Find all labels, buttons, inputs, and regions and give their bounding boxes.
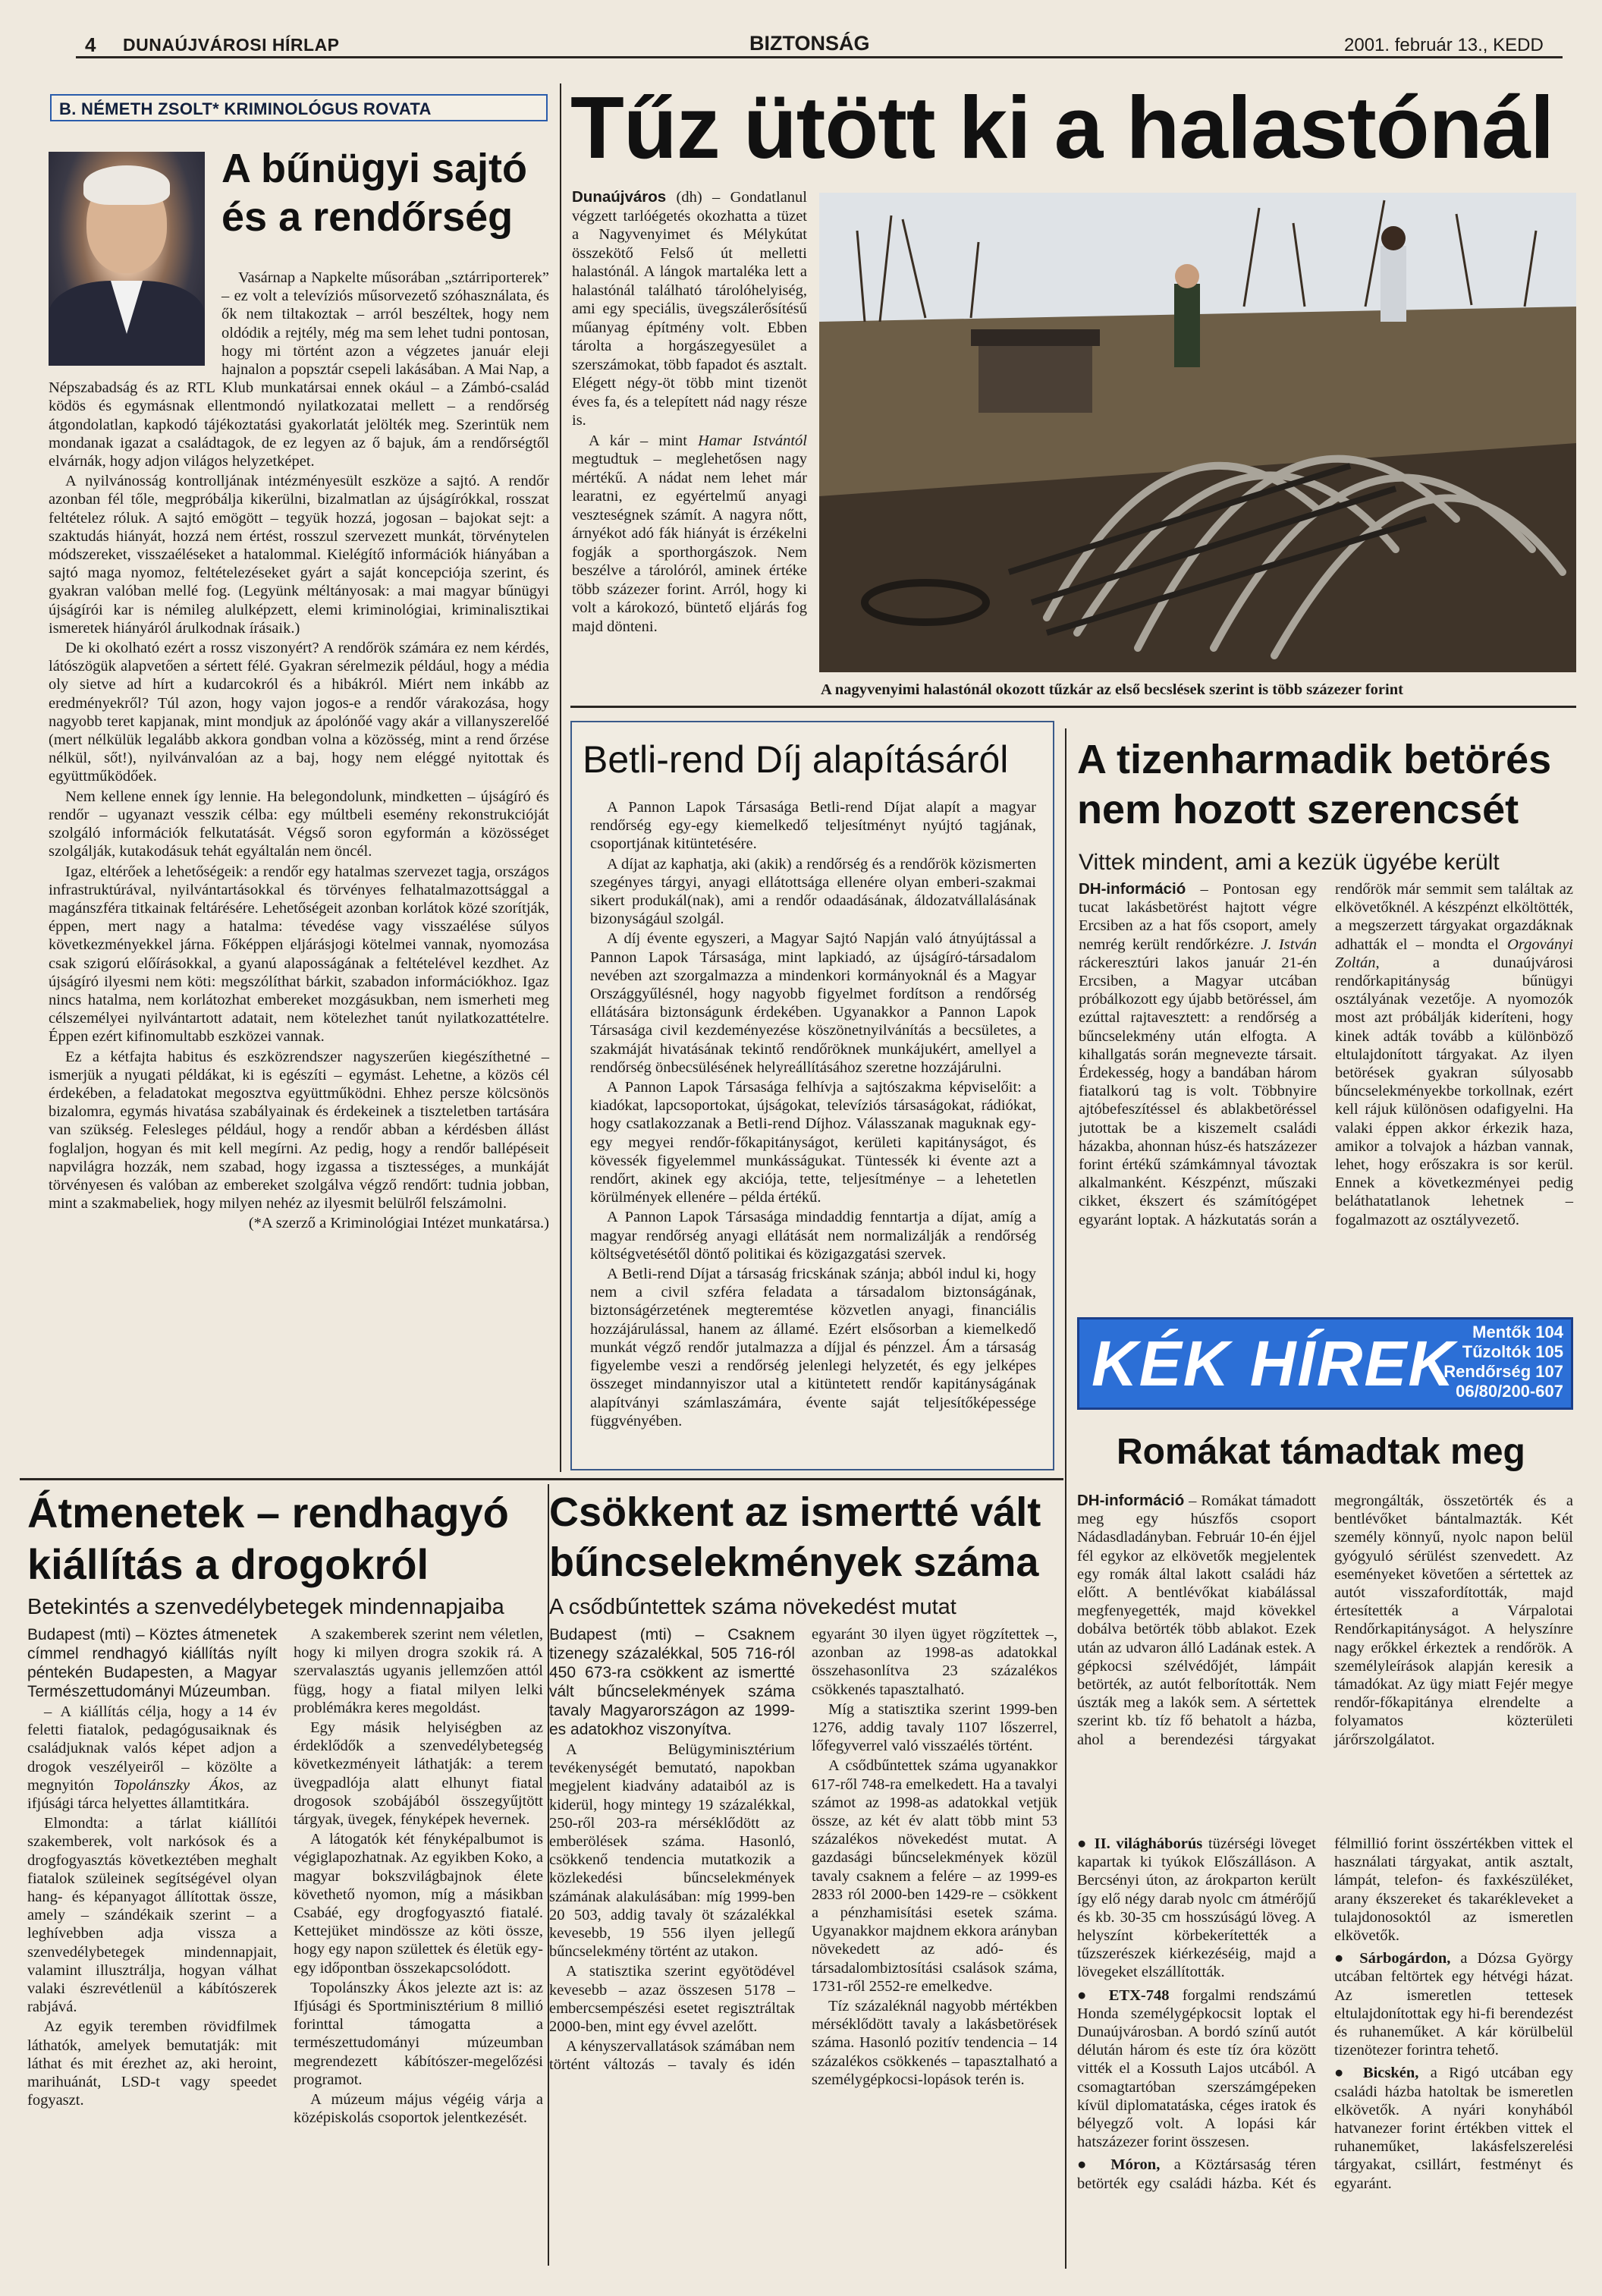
csokkent-title-line1: Csökkent az ismertté vált <box>549 1489 1041 1535</box>
kek-hirek-numbers <box>1443 1323 1563 1401</box>
betli-paragraph-5: A Pannon Lapok Társasága mindaddig fenntartja a díjat, amíg a magyar rendőrség anyagi ellátását nem normalizálják a rendőrség költségvetésétől döntő politikai és közigazgatási szervek. <box>590 1209 1036 1263</box>
brief-text-2: forgalmi rendszámú Honda személygépkocsit loptak el Dunaújvárosban. A bordó színű autót délután három és este tíz óra között vitték el a Kossuth Lajos utcából. A csomagtartóban szerszámgépeken kívül diplomatatáska, céges iratok és bélyegző volt. A lopási kár hatszázezer forint összesen. <box>1077 1986 1316 2151</box>
fire-p2-post: megtudtuk – meglehetősen nagy mértékű. A nádat nem lehet már learatni, ez egyértelmű anyagi veszteségnek számít. A nagyra nőtt, árnyékot adó fák hiányát is érzékelni fogják a sporthorgászok. Nem beszélve a tárolóról, aminek értéke több százezer forint. Arról, hogy ki volt a károkozó, büntető eljárás fog majd dönteni. <box>572 451 807 635</box>
brief-item-5 <box>1334 2064 1573 2192</box>
kek-hirek-line-phone: 06/80/200-607 <box>1456 1382 1563 1401</box>
csokkent-paragraph-4: Míg a statisztika szerint 1999-ben 1276, addig tavaly 1107 lőszerrel, lőfegyverrel való visszaélés történt. <box>812 1700 1057 1755</box>
atmenetek-paragraph-3: Az egyik teremben rövidfilmek láthatók, amelyek bemutatják: mit láthat és mit érezhet az, aki heroint, marihuánát, LSD-t vagy speedet fogyaszt. <box>27 2018 277 2109</box>
portrait-hair-shape <box>83 165 170 205</box>
fire-paragraph-1-text: (dh) – Gondatlanul végzett tarlóégetés okozhatta a tüzet a Nagyvenyimet és Mélykútat összekötő Felső út melletti halastónál. A lángok martaléka lett a halastónál található tárolóhelyiség, ami egy speciális, üvegszálerősítésű műanyag építmény volt. Ebben tárolta a horgászegyesület a szerszámokat, több fapadot és asztalt. Elégett négy-öt több mint tizenöt éves fa, és a telepített nád nagy része is. <box>572 189 807 429</box>
lower-section-rule <box>20 1478 1063 1480</box>
brief-text-5: a Rigó utcában egy családi házba hatoltak be ismeretlen elkövetők. A nyári konyhából hatvanezer forint értékben vittek el ruhaneműket, lakásfelszerelési tárgyakat, csillárt, festményt és egyaránt. <box>1334 2065 1573 2192</box>
betores-text-3: , a dunaújvárosi rendőrkapitányság bűnügyi osztályának vezetője. A nyomozók most azt próbálják kideríteni, hogy kinek adták tovább a különböző eltulajdonított tárgyakat. Az ilyen betörések gyakran súlyosabb bűncselekményekbe torkollnak, ezért kell rájuk különösen odafigyelni. Ha valaki éppen akkor érkezik haza, amikor a tolvajok a házban vannak, lehet, hogy erőszakra is sor kerül. Ennek a következményei pedig beláthatatlanok lehetnek – fogalmazott az osztályvezető. <box>1335 954 1573 1228</box>
brief-bullet-icon: ● <box>1077 2156 1111 2174</box>
column-paragraph-3: De ki okolható ezért a rossz viszonyért? A rendőrök számára ez nem kérdés, látószögük alapvetően a sértett félé. Gyakran sérelmezik például, hogy a média oly sietve ad hírt a kudarcokról és a hibákról. Miért nem inkább az eredményekről? Túl azon, hogy vajon jogos-e a rendőr várakozása, hogy nagyobb teret kapjanak, mint mondjuk az ápolónőé vagy akár a villanyszerelőé (mert nélkülük legalább akkora gondban volna a közösség, mint a rend őrzése nélkül, sőt!), nyilvánvalóan az a baj, hogy nem eléggé nyitottak és együttműködőek. <box>49 640 549 785</box>
betli-paragraph-1: A Pannon Lapok Társasága Betli-rend Díjat alapít a magyar rendőrség egy-egy kiemelkedő teljesítményt nyújtó tagjának, csoportjának kitüntetésére. <box>590 799 1036 853</box>
brief-lead-5: Bicskén, <box>1362 2065 1419 2082</box>
fire-photo <box>819 193 1576 672</box>
csokkent-body <box>549 1625 1057 2263</box>
atmenetek-title-line2: kiállítás a drogokról <box>27 1540 429 1588</box>
kek-hirek-title: KÉK HÍREK <box>1092 1328 1456 1399</box>
right-columns-divider <box>1065 728 1066 2269</box>
romak-paragraph <box>1077 1492 1573 1750</box>
atmenetek-body <box>27 1625 543 2263</box>
column-paragraph-4: Nem kellene ennek így lennie. Ha belegondolunk, mindketten – újságíró és rendőr – ugyanazt vesszik célba: egy múltbeli esemény rekonstrukcióját szolgáló információk felkutatását. Végső soron egyformán a közösséget szolgálják, kutakodásuk tehát egyáltalán nem öncél. <box>49 788 549 860</box>
masthead <box>53 29 1555 56</box>
brief-item-2 <box>1077 1986 1316 2152</box>
column-paragraph-5: Igaz, eltérőek a lehetőségeik: a rendőr egy hatalmas szervezet tagja, országos infrastruktúrával, nyilvántartásokkal és törvényes felhatalmazottsággal a magánszféra titkainak feltárésére. Lehetőségeit azonban korlátok közé szorítják, éppen, mert nagy a hatalma: tévedése vagy visszaélése súlyos következményekkel járna. Főképpen eljárásjogi kötelmei vannak, nyomozása csak szigorú előírásokkal, a gyanú alaposságának a feltételével kezdhet. Az újságíró ilyesmi nem köti: megszólíthat bárkit, szabadon információkhoz. Igaz nincs hatalma, nem korlátozhat embereket mozgásukban, nem ismerheti meg célszemélyei nyilvántartott adatait, nem kötelezhet tanút nyilatkozattételre. Éppen ezért kifinomultabb eszközei vannak. <box>49 863 549 1046</box>
column-title-line2: és a rendőrség <box>221 194 514 240</box>
atmenetek-title <box>27 1487 543 1590</box>
fire-p2-pre: A kár – mint <box>589 432 699 449</box>
brief-lead-3: Móron, <box>1110 2156 1161 2174</box>
brief-bullet-icon: ● <box>1077 1986 1109 2004</box>
atmenetek-paragraph-4: A szakemberek szerint nem véletlen, hogy ki milyen drogra szokik rá. A szervalasztás ugyanis jellemzően attól függ, hogy a fiatal milyen lelki problémákra keres megoldást. <box>294 1626 543 1716</box>
betores-title <box>1077 734 1578 835</box>
csokkent-paragraph-6: Tíz százaléknál nagyobb mértékben mérséklődött tavaly a lakásbetörések száma. Hasonló pozitív tendencia – 14 százalékos csökkenés – tapasztalható a személygépkocsi-lopások terén is. <box>812 1998 1057 2088</box>
atmenetek-p1-name: Topolánszky Ákos <box>113 1776 240 1794</box>
atmenetek-paragraph-6: A látogatók két fényképalbumot is végiglapozhatnak. Az egyikben Koko, a magyar bokszvilágbajnok élete követhető nyomon, míg a másikban Csabáé, egy drogfogyasztó fiatalé. Kettejüket mindössze az köti össze, hogy egy napon születtek és életük egy-egy időpontban összekapcsolódott. <box>294 1831 543 1977</box>
masthead-rule <box>76 56 1563 58</box>
betli-title: Betli-rend Díj alapításáról <box>583 738 1009 781</box>
fire-body <box>572 188 807 637</box>
betores-body <box>1079 880 1573 1305</box>
betores-paragraph <box>1079 880 1573 1230</box>
paper-name: DUNAÚJVÁROSI HÍRLAP <box>123 35 340 55</box>
brief-text-4: a Dózsa György utcában feltörtek egy hétvégi házat. Az ismeretlen tettesek eltulajdonítottak egy hi-fi berendezést és ruhaneműket. A kár körülbelül tizenötezer forintra tehető. <box>1334 1950 1573 2059</box>
brief-bullet-icon: ● <box>1077 1835 1095 1852</box>
briefs-block <box>1077 1835 1573 2260</box>
csokkent-lead: Budapest (mti) – Csaknem tizenegy százalékkal, 505 716-ról 450 673-ra csökkent az ismertté vált bűncselekmények száma tavaly Magyarországon az 1999-es adatokhoz viszonyítva. <box>549 1626 795 1738</box>
atmenetek-p1-pre: – A kiállítás célja, hogy a 14 év feletti fiatalok, pedagógusaiknak és családjuknak valós képet adjon a drogok veszélyeiről – közölte a megnyitón <box>27 1703 277 1794</box>
csokkent-paragraph-2: A statisztika szerint egyötödével kevesebb – azaz összesen 5178 – embercsempészési esetet regisztráltak 2000-ben, mint egy évvel azelőtt. <box>549 1963 795 2036</box>
kek-hirek-banner <box>1077 1317 1573 1410</box>
column-body <box>49 269 549 1234</box>
atmenetek-paragraph-2: Elmondta: a tárlat kiállítói szakemberek, volt narkósok és a drogfogyasztás következtében meghalt fiatalok szüleinek segítségével olyan hang- és képanyagot állítottak össze, amely – szándékaik szerint – a leghívebben adja vissza a szenvedélybetegek mindennapjait, valamint illusztrálja, hogyan válhat valaki észrevétlenül a kábítószerek rabjává. <box>27 1815 277 2016</box>
betli-body <box>590 798 1036 1432</box>
column-rovat-label: B. NÉMETH ZSOLT* KRIMINOLÓGUS ROVATA <box>59 99 432 118</box>
brief-text-1: tüzérségi löveget kapartak ki tyúkok Előszálláson. A Bercsényi úton, az árokparton került így elő négy darab nyolc cm átmérőjű és kb. 30-35 cm hosszúságú löveg. A helyszínt körbekerítették a tűzszerészek kiérkezéséig, majd a lövegeket elszállították. <box>1077 1835 1316 1981</box>
section-title: BIZTONSÁG <box>749 32 870 55</box>
brief-item-4 <box>1334 1949 1573 2059</box>
fire-paragraph-1 <box>572 188 807 430</box>
betli-paragraph-2: A díjat az kaphatja, aki (akik) a rendőrség és a rendőrök közismerten szegényes tárgyi, anyagi ellátottsága ellenére olyan emberi-szakmai sikert produkál(nak), ami a rendőr odaadásának, áldozatvállalásának bizonyságául szolgál. <box>590 855 1036 928</box>
atmenetek-paragraph-8: A múzeum május végéig várja a középiskolás csoportok jelentkezését. <box>294 2091 543 2127</box>
column-rovat-banner <box>50 94 548 121</box>
betli-paragraph-4: A Pannon Lapok Társasága felhívja a sajtószakma képviselőit: a kiadókat, lapcsoportokat, újságokat, televíziós társaságokat, rádiókat, hogy csatlakozzanak a Betli-rend Díjhoz. Válasszanak maguknak egy-egy megyei rendőr-főkapitányságot, kerületi kapitányságot, és kövessék figyelemmel munkásságukat. Tüntessék ki évente azt a rendőrt, akinek egy akciója, tette, teljesítménye – a lehetetlen körülmények ellenére – példa értékű. <box>590 1079 1036 1206</box>
csokkent-title <box>549 1487 1057 1587</box>
romak-body <box>1077 1492 1573 1795</box>
csokkent-paragraph-5: A csődbűntettek száma ugyanakkor 617-ről 748-ra emelkedett. Ha a tavalyi számot az 1998-as adatokkal vetjük össze, az két év alatt több mint 53 százalékos növekedést mutat. A gazdasági bűncselekmények közül tavaly csaknem a felére – az 1999-es 2833 ról 2000-ben 1429-re – csökkent a pénzhamisítási esetek száma. Ugyanakkor majdnem ekkora arányban növekedett az adó- és társadalombiztosítási csalások száma, 1731-ről 2552-re emelkedve. <box>812 1757 1057 1995</box>
betores-title-line2: nem hozott szerencsét <box>1077 787 1519 832</box>
brief-text-3: a Köztársaság téren betörték egy családi házba. Két és félmillió forint összértékben vittek el használati tárgyakat, antik asztalt, lámpát, telefon- és faxkészüléket, arany ékszereket és takarékleveket a tulajdonosoktól az ismeretlen elkövetők. <box>1077 1835 1573 2192</box>
kek-hirek-line-tuzoltok: Tűzoltók 105 <box>1462 1342 1563 1361</box>
kek-hirek-line-mentok: Mentők 104 <box>1472 1323 1563 1341</box>
atmenetek-paragraph-1 <box>27 1703 277 1813</box>
betores-text-2: ráckeresztúri lakos január 21-én Ercsiben, a Magyar utcában próbálkozott egy újabb betöréssel, ám ezúttal rajtavesztett: a rendőrség a bűncselekmény után elfogta. A kihallgatás során megnevezte társait. Érdekesség, hogy a bandában három fiatalkorú tag is volt. Többnyire ajtóbefeszítéssel és ablakbetöréssel jutottak be a kiszemelt családi házakba, ahonnan húsz-és hatszázezer forint értékű számkámnyal távoztak alkalmanként. Készpénzt, műszaki cikket, ékszert és számítógépet egyaránt loptak. A házkutatás során a rendőrök már semmit sem találtak az elkövetőknél. A készpénzt elköltötték, a megszerzett tárgyakat orgazdáknak adhatták el – mondta el <box>1079 881 1573 1228</box>
csokkent-subtitle: A csődbűntettek száma növekedést mutat <box>549 1595 956 1619</box>
brief-bullet-icon: ● <box>1334 1950 1360 1967</box>
betores-text-1: – Pontosan egy tucat lakásbetörést hajtott végre Ercsiben az a hat fős csoport, amely nemrég került rendőrkézre. <box>1079 881 1317 953</box>
fire-paragraph-2 <box>572 432 807 637</box>
kek-hirek-line-rendorseg: Rendőrség 107 <box>1443 1362 1563 1381</box>
brief-bullet-icon: ● <box>1334 2065 1363 2082</box>
romak-byline: DH-információ <box>1077 1492 1185 1509</box>
brief-item-1 <box>1077 1835 1316 1982</box>
atmenetek-subtitle: Betekintés a szenvedélybetegek mindennapjaiba <box>27 1595 504 1619</box>
atmenetek-lead: Budapest (mti) – Köztes átmenetek címmel rendhagyó kiállítás nyílt péntekén Budapesten, a Magyar Természettudományi Múzeumban. <box>27 1626 277 1700</box>
page-number: 4 <box>85 33 96 56</box>
atmenetek-p1-post: , az ifjúsági tárca helyettes államtitkára. <box>27 1776 278 1813</box>
fire-photo-illustration <box>819 193 1576 672</box>
betores-name-2: Orgoványi Zoltán <box>1335 936 1573 971</box>
fire-title: Tűz ütött ki a halastónál <box>570 78 1554 177</box>
fire-byline: Dunaújváros <box>572 188 667 206</box>
column-paragraph-2: A nyilvánosság kontrolljának intézményesült eszköze a sajtó. A rendőr azonban fél tőle, megpróbálja kikerülni, bizalmatlan az újságírókkal, rosszat feltételez róluk. A sajtó emögött – tegyük hozzá, jogosan – bajokat sejt: a szaktudás hiányát, hozzá nem értést, rosszul szervezett munkát, törvénytelen módszereket, visszaéléseket a hatalommal. Kielégítő információk hiányában a sajtó maga nyomoz, feltételezéseket gyárt a saját koncepciója szerint, és gyakran valóban mellé fog. (Legyünk méltányosak: a mai magyar bűnügyi újságírói kar is némileg alulképzett, elemi kriminológiai, kriminalisztikai ismeretek hiányáról árulkodnak írásaik.) <box>49 473 549 637</box>
atmenetek-title-line1: Átmenetek – rendhagyó <box>27 1489 509 1536</box>
fire-p2-name: Hamar Istvántól <box>698 432 808 449</box>
fire-photo-caption: A nagyvenyimi halastónál okozott tűzkár az első becslések szerint is több százezer forint <box>821 681 1403 698</box>
csokkent-title-line2: bűncselekmények száma <box>549 1540 1039 1585</box>
betli-paragraph-3: A díj évente egyszeri, a Magyar Sajtó Napján való átnyújtással a Pannon Lapok Társasága, mint lapkiadó, az újságíró-társadalom nevében azt szorgalmazza a mindenkori kormányoknál és a Magyar Országgyűlésnél, hogy nagyobb figyelmet fordítson a rendőrség ellátására biztonságunk érdekében. Ugyanakkor a Pannon Lapok Társasága civil kezdeményezése köszönetnyilvánítás a becsületes, a szakmáját hivatásának tekintő rendőröknek munkájukért, amellyel a rendőrség önbecsülésének helyreállításához szeretne hozzájárulni. <box>590 930 1036 1076</box>
fire-bottom-rule <box>570 706 1576 708</box>
romak-title: Romákat támadtak meg <box>1117 1432 1525 1472</box>
column-paragraph-6: Ez a kétfajta habitus és eszközrendszer nagyszerűen kiegészíthetné – ismerjük a nyugati példákat, ki is egészíti – egymást. Lehetne, a közös cél érdekében, a feladatokat megosztva együttműködni. Ehhez persze kölcsönös bizalomra, egymás hivatása szabályainak és érdekeinek a tiszteletben tartására van szükség. Felesleges például, hogy a rendőr abban a kérdésben állást foglaljon, hogyan és mit kell megírni. Az pedig, hogy a rendőr ballépéseit napvilágra hozzák, nem szabad, hogy izgassa a tisztességes, a munkáját törvényesen és valóban az embereket szolgálva végző rendőrt: tudnia jobban, mint a szakmabeliek, hogy milyen nehéz az ilyesmit belülről felszámolni. <box>49 1048 549 1212</box>
betores-byline: DH-információ <box>1079 880 1186 898</box>
betli-box <box>570 721 1054 1470</box>
betores-subtitle: Vittek mindent, ami a kezük ügyébe került <box>1079 850 1500 875</box>
column-title <box>221 144 548 241</box>
brief-lead-4: Sárbogárdon, <box>1359 1950 1451 1967</box>
romak-text: – Romákat támadott meg egy húszfős csoport Nádasdladányban. Február 10-én éjjel fél egykor az elkövetők megjelentek egy romák által lakott családi ház előtt. A bentlévőkat kiabálással megfenyegették, majd kövekkel dobálva betörték több ablakot. Ezek után az udvaron álló Ladának estek. A gépkocsi szélvédőjét, lámpáit betörték, az autót felborították. Nem úszták meg a lakók sem. A sértettek szerint kb. tíz fő behatolt a házba, ahol a berendezési tárgyakat megrongálták, összetörték és a bentlévőket bántalmazták. Két személy könnyű, nyolc napon belül gyógyuló sérülést szenvedett. Az eseményeket követően a sértettek az autót visszafordították, majd értesítették a Várpalotai Rendőrkapitányságot. A helyszínre nagy erőkkel érkeztek a rendőrök. A személyleírások alapján keresik a támadókat. Az ügy miatt Fejér megye rendőr-főkapitánya elrendelte a folyamatos közterületi járőrszolgálatot. <box>1077 1492 1573 1748</box>
csokkent-paragraph-1: A Belügyminisztérium tevékenységét bemutató, napokban megjelent kiadvány adataiból az is kiderül, hogy mintegy 19 százalékkal, 250-ről 203-ra mérséklődött az emberölések száma. Hasonló, csökkenő tendencia mutatkozik a közlekedési bűncselekmények számának alakulásában: míg 1999-ben 20 503, addig tavaly öt százalékkal kevesebb, 19 556 ilyen jellegű bűncselekmény történt az utakon. <box>549 1741 795 1961</box>
csokkent-paragraph-3: A kényszervallatások számában nem történt változás – tavaly és idén egyaránt 30 ilyen ügyet rögzítettek –, azonban az 1998-as adatokkal összehasonlítva 23 százalékos csökkenés tapasztalható. <box>549 1626 1057 2074</box>
betores-title-line1: A tizenharmadik betörés <box>1077 737 1552 782</box>
brief-lead-1: II. világháborús <box>1094 1835 1203 1852</box>
column-paragraph-1: Vasárnap a Napkelte műsorában „sztárriporterek” – ez volt a televíziós műsorvezető szóhasználata, és ők nem tiltakoztak – arról beszéltek, hogy nem oldódik a rejtély, még ma sem lehet tudni pontosan, hogy mi történt azon a végzetes január eleji hajnalon a popsztár csepeli lakásában. A Mai Nap, a Népszabadság és az RTL Klub munkatársai ennek okául – a Zámbó-család ködös és egymásnak ellentmondó nyilatkozatai mellett – a rendőrség átgondolatlan, kapkodó tájékoztatási gyakorlatát jelölték meg. Szerintük nem mondanak igazat a családtagok, de ez legyen az ő bajuk, ám a rendőrségtől elvárnák, hogy adjon világos helyzetképet. <box>49 269 549 470</box>
issue-date: 2001. február 13., KEDD <box>1344 35 1544 55</box>
column-divider-vertical <box>560 83 561 1472</box>
column-footnote: (*A szerző a Kriminológiai Intézet munkatársa.) <box>248 1215 549 1232</box>
betli-paragraph-6: A Betli-rend Díjat a társaság fricskának szánja; abból indul ki, hogy nem a civil szféra feladata a társadalom biztonságának, biztonságérzetének megteremtése közvetlen anyagi, financiális hozzájárulással, hanem az államé. Ezért elsősorban a kiemelkedő munkát végző rendőr jutalmazza a díjjal és pénzzel. Ám a társaság figyelembe veszi a rendőrség jelenlegi helyzetét, és egy jelképes összeget mindannyiszor utal a kitüntetett rendőr kapitányságának alapítványi számlaszámára, évente saját teljesítőképessége függvényében. <box>590 1266 1036 1429</box>
betores-name-1: J. István <box>1261 936 1317 953</box>
brief-lead-2: ETX-748 <box>1108 1986 1170 2004</box>
portrait-float-spacer <box>49 269 221 375</box>
atmenetek-paragraph-5: Egy másik helyiségben az érdeklődők a szenvedélybetegség következményeit láthatják: a terem üvegpadlója alatt elhunyt fiatal drogosok szobájából összegyűjtött tárgyak, üvegek, fényképek hevernek. <box>294 1719 543 1829</box>
column-title-line1: A bűnügyi sajtó <box>221 146 527 191</box>
atmenetek-paragraph-7: Topolánszky Ákos jelezte azt is: az Ifjúsági és Sportminisztérium 8 millió forinttal támogatta a természettudományi múzeumban megrendezett kábítószer-megelőzési programot. <box>294 1979 543 2088</box>
